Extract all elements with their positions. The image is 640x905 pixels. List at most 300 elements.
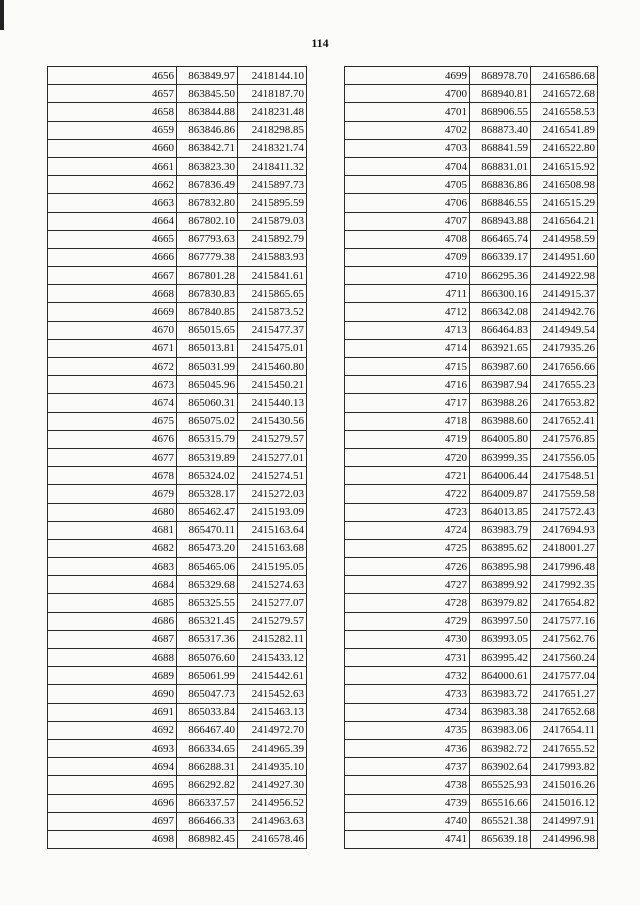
table-row: [345, 157, 598, 175]
y-coordinate-cell: 2415274.63: [238, 576, 307, 594]
point-number-cell: 4729: [345, 612, 470, 630]
point-number-cell: 4683: [48, 558, 177, 576]
y-coordinate-cell: 2417655.23: [531, 376, 598, 394]
x-coordinate-cell: 865325.55: [177, 594, 238, 612]
coordinates-table-right: [344, 66, 598, 849]
point-number-cell: 4707: [345, 212, 470, 230]
point-number-cell: 4686: [48, 612, 177, 630]
point-number-cell: 4715: [345, 358, 470, 376]
x-coordinate-cell: 865321.45: [177, 612, 238, 630]
y-coordinate-cell: 2416541.89: [531, 121, 598, 139]
point-number-cell: 4671: [48, 339, 177, 357]
y-coordinate-cell: 2416515.29: [531, 194, 598, 212]
y-coordinate-cell: 2417560.24: [531, 649, 598, 667]
table-row: [345, 685, 598, 703]
table-row: [48, 67, 307, 85]
table-row: [345, 485, 598, 503]
table-row: [345, 594, 598, 612]
x-coordinate-cell: 865031.99: [177, 358, 238, 376]
x-coordinate-cell: 866466.33: [177, 812, 238, 830]
x-coordinate-cell: 863982.72: [470, 739, 531, 757]
y-coordinate-cell: 2417654.11: [531, 721, 598, 739]
y-coordinate-cell: 2416564.21: [531, 212, 598, 230]
point-number-cell: 4722: [345, 485, 470, 503]
table-row: [48, 594, 307, 612]
x-coordinate-cell: 863983.38: [470, 703, 531, 721]
y-coordinate-cell: 2418144.10: [238, 67, 307, 85]
y-coordinate-cell: 2415433.12: [238, 649, 307, 667]
y-coordinate-cell: 2415463.13: [238, 703, 307, 721]
table-row: [345, 103, 598, 121]
table-row: [48, 176, 307, 194]
x-coordinate-cell: 865324.02: [177, 467, 238, 485]
point-number-cell: 4720: [345, 448, 470, 466]
y-coordinate-cell: 2415452.63: [238, 685, 307, 703]
table-row: [48, 430, 307, 448]
x-coordinate-cell: 867832.80: [177, 194, 238, 212]
point-number-cell: 4718: [345, 412, 470, 430]
y-coordinate-cell: 2414958.59: [531, 230, 598, 248]
table-row: [48, 285, 307, 303]
y-coordinate-cell: 2416586.68: [531, 67, 598, 85]
table-row: [345, 321, 598, 339]
y-coordinate-cell: 2417572.43: [531, 503, 598, 521]
x-coordinate-cell: 866288.31: [177, 758, 238, 776]
point-number-cell: 4704: [345, 157, 470, 175]
point-number-cell: 4732: [345, 667, 470, 685]
table-row: [48, 703, 307, 721]
point-number-cell: 4656: [48, 67, 177, 85]
x-coordinate-cell: 867840.85: [177, 303, 238, 321]
x-coordinate-cell: 868841.59: [470, 139, 531, 157]
y-coordinate-cell: 2414951.60: [531, 248, 598, 266]
point-number-cell: 4721: [345, 467, 470, 485]
table-row: [345, 576, 598, 594]
x-coordinate-cell: 863993.05: [470, 630, 531, 648]
y-coordinate-cell: 2414963.63: [238, 812, 307, 830]
x-coordinate-cell: 863899.92: [470, 576, 531, 594]
x-coordinate-cell: 863987.94: [470, 376, 531, 394]
y-coordinate-cell: 2414972.70: [238, 721, 307, 739]
y-coordinate-cell: 2418298.85: [238, 121, 307, 139]
x-coordinate-cell: 863995.42: [470, 649, 531, 667]
y-coordinate-cell: 2415450.21: [238, 376, 307, 394]
binding-edge-mark: [0, 0, 4, 30]
y-coordinate-cell: 2417556.05: [531, 448, 598, 466]
x-coordinate-cell: 868978.70: [470, 67, 531, 85]
y-coordinate-cell: 2418411.32: [238, 157, 307, 175]
point-number-cell: 4658: [48, 103, 177, 121]
x-coordinate-cell: 868906.55: [470, 103, 531, 121]
x-coordinate-cell: 865015.65: [177, 321, 238, 339]
point-number-cell: 4669: [48, 303, 177, 321]
y-coordinate-cell: 2415272.03: [238, 485, 307, 503]
table-row: [345, 558, 598, 576]
point-number-cell: 4708: [345, 230, 470, 248]
y-coordinate-cell: 2414965.39: [238, 739, 307, 757]
x-coordinate-cell: 867801.28: [177, 267, 238, 285]
y-coordinate-cell: 2415163.68: [238, 539, 307, 557]
y-coordinate-cell: 2414956.52: [238, 794, 307, 812]
table-row: [345, 358, 598, 376]
point-number-cell: 4699: [345, 67, 470, 85]
point-number-cell: 4690: [48, 685, 177, 703]
table-row: [345, 430, 598, 448]
x-coordinate-cell: 863895.98: [470, 558, 531, 576]
x-coordinate-cell: 863983.72: [470, 685, 531, 703]
x-coordinate-cell: 865473.20: [177, 539, 238, 557]
table-row: [48, 739, 307, 757]
table-row: [345, 212, 598, 230]
table-row: [48, 830, 307, 848]
point-number-cell: 4717: [345, 394, 470, 412]
y-coordinate-cell: 2416508.98: [531, 176, 598, 194]
x-coordinate-cell: 863988.26: [470, 394, 531, 412]
x-coordinate-cell: 863849.97: [177, 67, 238, 85]
x-coordinate-cell: 865047.73: [177, 685, 238, 703]
y-coordinate-cell: 2416578.46: [238, 830, 307, 848]
table-row: [48, 630, 307, 648]
table-row: [345, 503, 598, 521]
table-row: [345, 376, 598, 394]
y-coordinate-cell: 2415440.13: [238, 394, 307, 412]
table-row: [48, 521, 307, 539]
y-coordinate-cell: 2417654.82: [531, 594, 598, 612]
x-coordinate-cell: 866300.16: [470, 285, 531, 303]
y-coordinate-cell: 2416572.68: [531, 85, 598, 103]
point-number-cell: 4740: [345, 812, 470, 830]
x-coordinate-cell: 867779.38: [177, 248, 238, 266]
y-coordinate-cell: 2415873.52: [238, 303, 307, 321]
x-coordinate-cell: 865060.31: [177, 394, 238, 412]
y-coordinate-cell: 2415883.93: [238, 248, 307, 266]
y-coordinate-cell: 2418001.27: [531, 539, 598, 557]
point-number-cell: 4700: [345, 85, 470, 103]
x-coordinate-cell: 867793.63: [177, 230, 238, 248]
table-row: [48, 376, 307, 394]
y-coordinate-cell: 2414927.30: [238, 776, 307, 794]
y-coordinate-cell: 2417652.41: [531, 412, 598, 430]
point-number-cell: 4666: [48, 248, 177, 266]
y-coordinate-cell: 2415279.57: [238, 612, 307, 630]
y-coordinate-cell: 2415879.03: [238, 212, 307, 230]
table-row: [48, 157, 307, 175]
x-coordinate-cell: 868846.55: [470, 194, 531, 212]
y-coordinate-cell: 2414942.76: [531, 303, 598, 321]
x-coordinate-cell: 867836.49: [177, 176, 238, 194]
table-row: [48, 685, 307, 703]
table-row: [345, 812, 598, 830]
table-row: [48, 303, 307, 321]
x-coordinate-cell: 866334.65: [177, 739, 238, 757]
point-number-cell: 4727: [345, 576, 470, 594]
x-coordinate-cell: 864006.44: [470, 467, 531, 485]
x-coordinate-cell: 863987.60: [470, 358, 531, 376]
table-row: [345, 776, 598, 794]
x-coordinate-cell: 863979.82: [470, 594, 531, 612]
point-number-cell: 4691: [48, 703, 177, 721]
y-coordinate-cell: 2417992.35: [531, 576, 598, 594]
x-coordinate-cell: 863823.30: [177, 157, 238, 175]
x-coordinate-cell: 865462.47: [177, 503, 238, 521]
y-coordinate-cell: 2415895.59: [238, 194, 307, 212]
table-row: [48, 503, 307, 521]
point-number-cell: 4684: [48, 576, 177, 594]
table-row: [345, 794, 598, 812]
x-coordinate-cell: 863921.65: [470, 339, 531, 357]
y-coordinate-cell: 2416522.80: [531, 139, 598, 157]
point-number-cell: 4706: [345, 194, 470, 212]
table-row: [48, 667, 307, 685]
point-number-cell: 4731: [345, 649, 470, 667]
table-row: [48, 812, 307, 830]
x-coordinate-cell: 865470.11: [177, 521, 238, 539]
y-coordinate-cell: 2418231.48: [238, 103, 307, 121]
table-row: [48, 467, 307, 485]
table-row: [345, 703, 598, 721]
x-coordinate-cell: 864000.61: [470, 667, 531, 685]
table-row: [48, 558, 307, 576]
table-row: [345, 758, 598, 776]
point-number-cell: 4702: [345, 121, 470, 139]
point-number-cell: 4687: [48, 630, 177, 648]
point-number-cell: 4711: [345, 285, 470, 303]
y-coordinate-cell: 2414949.54: [531, 321, 598, 339]
point-number-cell: 4676: [48, 430, 177, 448]
x-coordinate-cell: 865521.38: [470, 812, 531, 830]
y-coordinate-cell: 2417935.26: [531, 339, 598, 357]
y-coordinate-cell: 2417576.85: [531, 430, 598, 448]
table-row: [48, 194, 307, 212]
y-coordinate-cell: 2417993.82: [531, 758, 598, 776]
point-number-cell: 4734: [345, 703, 470, 721]
point-number-cell: 4741: [345, 830, 470, 848]
x-coordinate-cell: 868943.88: [470, 212, 531, 230]
x-coordinate-cell: 865013.81: [177, 339, 238, 357]
x-coordinate-cell: 865516.66: [470, 794, 531, 812]
table-row: [345, 830, 598, 848]
coordinates-table-left: [47, 66, 307, 849]
table-row: [345, 649, 598, 667]
y-coordinate-cell: 2417655.52: [531, 739, 598, 757]
point-number-cell: 4726: [345, 558, 470, 576]
x-coordinate-cell: 864005.80: [470, 430, 531, 448]
point-number-cell: 4737: [345, 758, 470, 776]
table-row: [48, 85, 307, 103]
x-coordinate-cell: 865045.96: [177, 376, 238, 394]
point-number-cell: 4678: [48, 467, 177, 485]
point-number-cell: 4692: [48, 721, 177, 739]
y-coordinate-cell: 2416558.53: [531, 103, 598, 121]
x-coordinate-cell: 866295.36: [470, 267, 531, 285]
point-number-cell: 4672: [48, 358, 177, 376]
x-coordinate-cell: 863842.71: [177, 139, 238, 157]
point-number-cell: 4736: [345, 739, 470, 757]
point-number-cell: 4688: [48, 649, 177, 667]
table-row: [48, 339, 307, 357]
point-number-cell: 4664: [48, 212, 177, 230]
point-number-cell: 4659: [48, 121, 177, 139]
table-row: [345, 121, 598, 139]
y-coordinate-cell: 2414922.98: [531, 267, 598, 285]
x-coordinate-cell: 867830.83: [177, 285, 238, 303]
x-coordinate-cell: 864013.85: [470, 503, 531, 521]
point-number-cell: 4739: [345, 794, 470, 812]
x-coordinate-cell: 865076.60: [177, 649, 238, 667]
table-row: [48, 721, 307, 739]
y-coordinate-cell: 2415477.37: [238, 321, 307, 339]
x-coordinate-cell: 868873.40: [470, 121, 531, 139]
table-row: [48, 794, 307, 812]
table-row: [345, 612, 598, 630]
y-coordinate-cell: 2415163.64: [238, 521, 307, 539]
y-coordinate-cell: 2414997.91: [531, 812, 598, 830]
y-coordinate-cell: 2415277.07: [238, 594, 307, 612]
point-number-cell: 4670: [48, 321, 177, 339]
x-coordinate-cell: 865317.36: [177, 630, 238, 648]
x-coordinate-cell: 866292.82: [177, 776, 238, 794]
table-row: [345, 467, 598, 485]
y-coordinate-cell: 2415195.05: [238, 558, 307, 576]
table-row: [345, 285, 598, 303]
point-number-cell: 4735: [345, 721, 470, 739]
y-coordinate-cell: 2415841.61: [238, 267, 307, 285]
y-coordinate-cell: 2417996.48: [531, 558, 598, 576]
table-row: [48, 539, 307, 557]
y-coordinate-cell: 2415279.57: [238, 430, 307, 448]
point-number-cell: 4697: [48, 812, 177, 830]
table-row: [48, 412, 307, 430]
x-coordinate-cell: 865465.06: [177, 558, 238, 576]
table-row: [48, 776, 307, 794]
x-coordinate-cell: 865525.93: [470, 776, 531, 794]
table-row: [48, 358, 307, 376]
y-coordinate-cell: 2417694.93: [531, 521, 598, 539]
y-coordinate-cell: 2415277.01: [238, 448, 307, 466]
table-row: [48, 612, 307, 630]
table-row: [345, 521, 598, 539]
x-coordinate-cell: 866337.57: [177, 794, 238, 812]
point-number-cell: 4712: [345, 303, 470, 321]
x-coordinate-cell: 863983.79: [470, 521, 531, 539]
point-number-cell: 4705: [345, 176, 470, 194]
y-coordinate-cell: 2415442.61: [238, 667, 307, 685]
point-number-cell: 4730: [345, 630, 470, 648]
point-number-cell: 4709: [345, 248, 470, 266]
table-row: [345, 267, 598, 285]
table-row: [345, 303, 598, 321]
x-coordinate-cell: 866467.40: [177, 721, 238, 739]
point-number-cell: 4698: [48, 830, 177, 848]
point-number-cell: 4695: [48, 776, 177, 794]
point-number-cell: 4689: [48, 667, 177, 685]
x-coordinate-cell: 865033.84: [177, 703, 238, 721]
table-row: [48, 230, 307, 248]
x-coordinate-cell: 868836.86: [470, 176, 531, 194]
x-coordinate-cell: 868982.45: [177, 830, 238, 848]
y-coordinate-cell: 2414915.37: [531, 285, 598, 303]
table-row: [345, 412, 598, 430]
table-row: [345, 194, 598, 212]
y-coordinate-cell: 2418187.70: [238, 85, 307, 103]
table-row: [48, 758, 307, 776]
point-number-cell: 4665: [48, 230, 177, 248]
table-row: [48, 321, 307, 339]
point-number-cell: 4714: [345, 339, 470, 357]
table-row: [48, 576, 307, 594]
table-row: [48, 139, 307, 157]
point-number-cell: 4725: [345, 539, 470, 557]
point-number-cell: 4728: [345, 594, 470, 612]
point-number-cell: 4733: [345, 685, 470, 703]
table-row: [48, 248, 307, 266]
x-coordinate-cell: 863845.50: [177, 85, 238, 103]
point-number-cell: 4679: [48, 485, 177, 503]
y-coordinate-cell: 2417559.58: [531, 485, 598, 503]
point-number-cell: 4723: [345, 503, 470, 521]
table-row: [48, 649, 307, 667]
table-row: [48, 485, 307, 503]
table-row: [345, 448, 598, 466]
x-coordinate-cell: 863997.50: [470, 612, 531, 630]
x-coordinate-cell: 863846.86: [177, 121, 238, 139]
x-coordinate-cell: 866464.83: [470, 321, 531, 339]
point-number-cell: 4668: [48, 285, 177, 303]
point-number-cell: 4660: [48, 139, 177, 157]
y-coordinate-cell: 2415460.80: [238, 358, 307, 376]
table-row: [48, 212, 307, 230]
point-number-cell: 4677: [48, 448, 177, 466]
point-number-cell: 4716: [345, 376, 470, 394]
point-number-cell: 4682: [48, 539, 177, 557]
point-number-cell: 4701: [345, 103, 470, 121]
table-row: [345, 176, 598, 194]
x-coordinate-cell: 866339.17: [470, 248, 531, 266]
y-coordinate-cell: 2417652.68: [531, 703, 598, 721]
point-number-cell: 4694: [48, 758, 177, 776]
x-coordinate-cell: 868940.81: [470, 85, 531, 103]
x-coordinate-cell: 866342.08: [470, 303, 531, 321]
point-number-cell: 4693: [48, 739, 177, 757]
y-coordinate-cell: 2415892.79: [238, 230, 307, 248]
x-coordinate-cell: 863844.88: [177, 103, 238, 121]
table-row: [48, 267, 307, 285]
y-coordinate-cell: 2417562.76: [531, 630, 598, 648]
table-row: [345, 721, 598, 739]
point-number-cell: 4724: [345, 521, 470, 539]
point-number-cell: 4674: [48, 394, 177, 412]
table-row: [345, 539, 598, 557]
point-number-cell: 4680: [48, 503, 177, 521]
table-row: [345, 248, 598, 266]
table-row: [48, 448, 307, 466]
x-coordinate-cell: 863902.64: [470, 758, 531, 776]
table-row: [48, 394, 307, 412]
x-coordinate-cell: 868831.01: [470, 157, 531, 175]
table-row: [345, 339, 598, 357]
x-coordinate-cell: 863983.06: [470, 721, 531, 739]
point-number-cell: 4719: [345, 430, 470, 448]
point-number-cell: 4661: [48, 157, 177, 175]
y-coordinate-cell: 2415282.11: [238, 630, 307, 648]
y-coordinate-cell: 2415274.51: [238, 467, 307, 485]
y-coordinate-cell: 2415475.01: [238, 339, 307, 357]
y-coordinate-cell: 2417653.82: [531, 394, 598, 412]
y-coordinate-cell: 2415016.12: [531, 794, 598, 812]
y-coordinate-cell: 2417577.04: [531, 667, 598, 685]
y-coordinate-cell: 2415897.73: [238, 176, 307, 194]
x-coordinate-cell: 865075.02: [177, 412, 238, 430]
